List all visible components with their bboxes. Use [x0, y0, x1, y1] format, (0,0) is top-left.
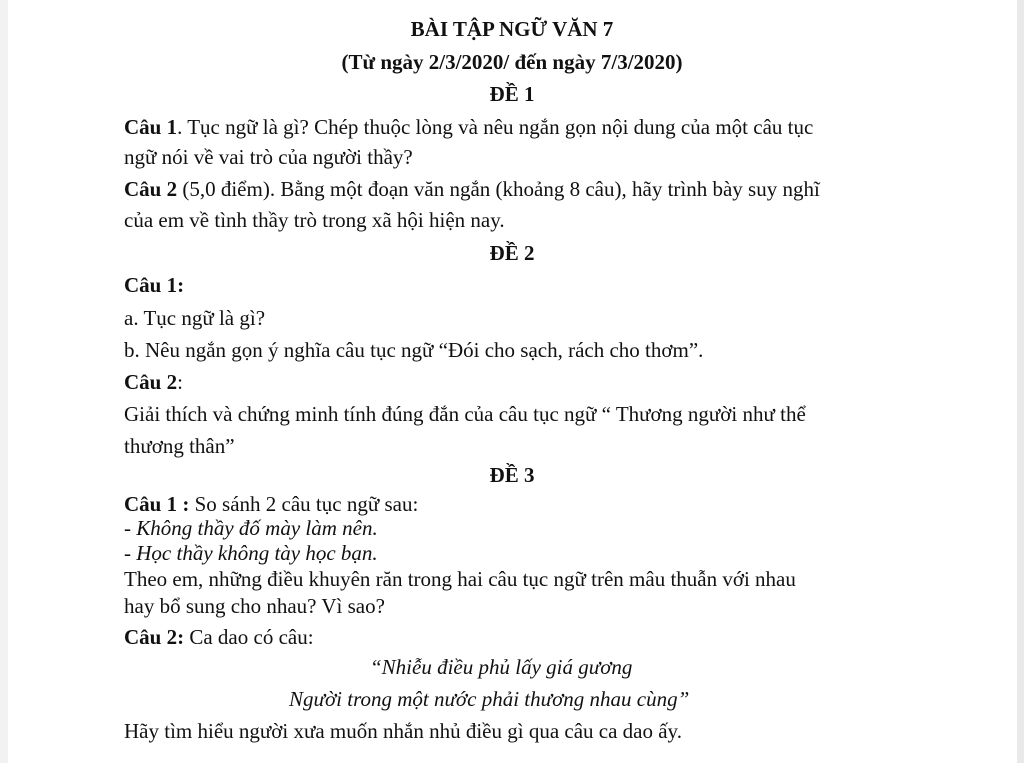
de1-heading: ĐỀ 1 — [489, 82, 535, 106]
de3-q2-label: Câu 2: — [124, 625, 185, 649]
de3-poem-line-1: “Nhiễu điều phủ lấy giá gương — [370, 655, 633, 679]
de2-question-2 — [124, 369, 183, 395]
de1-q2-text: (5,0 điểm). Bằng một đoạn văn ngắn (khoảng 8 câu), hãy trình bày suy nghĩ — [177, 177, 820, 201]
de3-q2-text: Ca dao có câu: — [184, 625, 314, 649]
de1-q1-label: Câu 1 — [124, 115, 178, 139]
de1-q1-continuation: ngữ nói về vai trò của người thầy? — [124, 145, 413, 169]
de3-q1-follow: Theo em, những điều khuyên răn trong hai câu tục ngữ trên mâu thuẫn với nhau — [124, 567, 796, 591]
de2-heading: ĐỀ 2 — [489, 241, 535, 265]
de1-q2-continuation: của em về tình thầy trò trong xã hội hiện nay. — [124, 208, 505, 232]
document-title: BÀI TẬP NGỮ VĂN 7 — [410, 17, 614, 41]
de3-question-1 — [124, 491, 418, 517]
de3-question-2 — [124, 624, 314, 650]
de3-heading: ĐỀ 3 — [489, 463, 535, 487]
de3-proverb-1: - Không thầy đố mày làm nên. — [124, 516, 378, 540]
page-edge-left — [0, 0, 8, 763]
de1-q2-label: Câu 2 — [124, 177, 178, 201]
de2-q2-continuation: thương thân” — [124, 434, 235, 458]
page-edge-right — [1017, 0, 1024, 763]
de3-poem-line-2: Người trong một nước phải thương nhau cùng” — [289, 687, 690, 711]
de2-q1-label: Câu 1: — [124, 273, 185, 297]
de3-q1-text: So sánh 2 câu tục ngữ sau: — [189, 492, 419, 516]
de3-proverb-2: - Học thầy không tày học bạn. — [124, 541, 378, 565]
date-range: (Từ ngày 2/3/2020/ đến ngày 7/3/2020) — [341, 50, 683, 74]
de2-q1-b: b. Nêu ngắn gọn ý nghĩa câu tục ngữ “Đói cho sạch, rách cho thơm”. — [124, 338, 704, 362]
de2-q2-text: Giải thích và chứng minh tính đúng đắn của câu tục ngữ “ Thương người như thể — [124, 402, 806, 426]
de3-q1-follow-continuation: hay bổ sung cho nhau? Vì sao? — [124, 594, 385, 618]
de2-q2-colon: : — [177, 370, 183, 394]
de2-q1-a: a. Tục ngữ là gì? — [124, 306, 266, 330]
de1-q1-text: . Tục ngữ là gì? Chép thuộc lòng và nêu ngắn gọn nội dung của một câu tục — [177, 115, 814, 139]
de2-q2-label: Câu 2 — [124, 370, 178, 394]
de1-question-2 — [124, 176, 820, 202]
de1-question-1 — [124, 114, 813, 140]
de3-q2-follow: Hãy tìm hiểu người xưa muốn nhắn nhủ điều gì qua câu ca dao ấy. — [124, 719, 682, 743]
de3-q1-label: Câu 1 : — [124, 492, 190, 516]
